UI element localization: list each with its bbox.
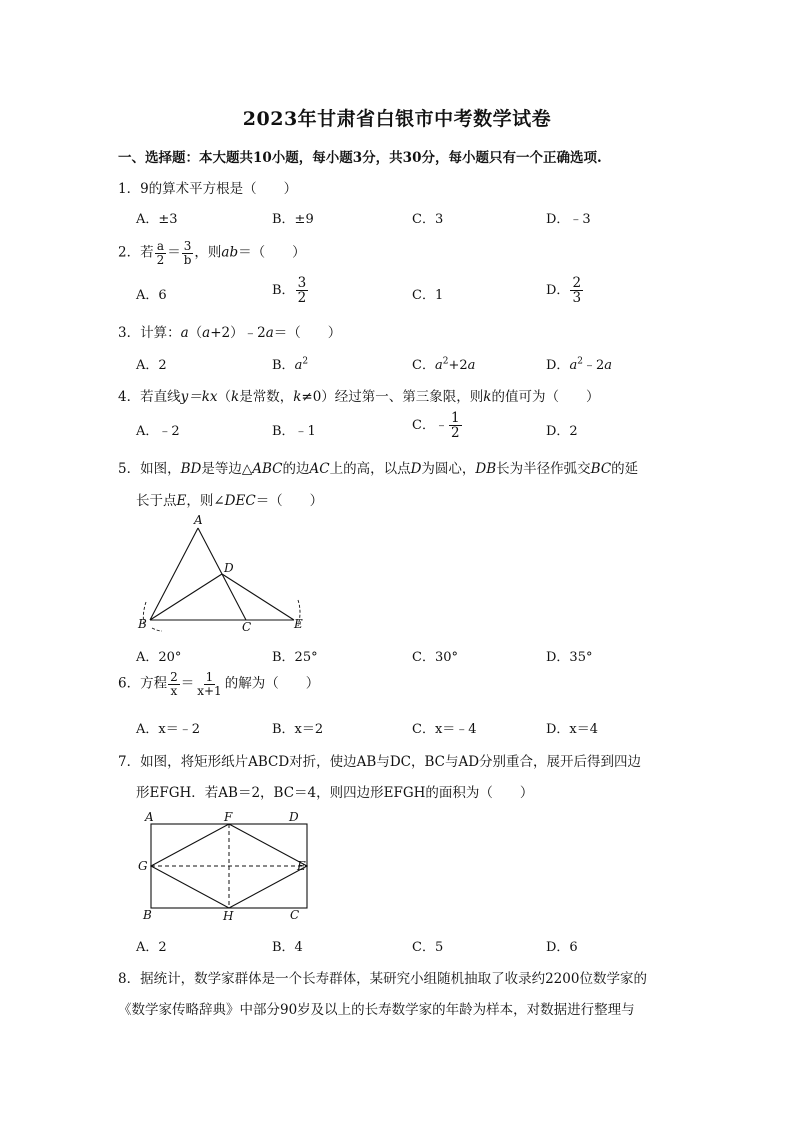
- q5-option-d: D．35°: [546, 650, 593, 665]
- q2-option-c: C．1: [412, 288, 444, 303]
- label-b: B: [143, 908, 152, 922]
- q2-option-a: A．6: [136, 288, 167, 303]
- q5-option-b: B．25°: [272, 650, 318, 665]
- label-g: G: [138, 859, 148, 873]
- question-8-line-1: 8．据统计，数学家群体是一个长寿群体，某研究小组随机抽取了收录约2200位数学家的: [118, 971, 647, 987]
- question-7-line-2: 形EFGH．若AB＝2，BC＝4，则四边形EFGH的面积为（ ）: [136, 785, 534, 801]
- rectangle-figure: [132, 808, 312, 924]
- q6-option-a: A．x＝﹣2: [136, 722, 200, 737]
- label-h: H: [223, 909, 234, 923]
- question-6: 6．方程 $\frac{2}{x}$ ＝ $\frac{1}{x+1}$ 的解为（ ）: [118, 670, 320, 698]
- question-1: 1．9的算术平方根是（ ）: [118, 181, 298, 197]
- arc-mark-b2: [152, 628, 162, 631]
- q5-option-a: A．20°: [136, 650, 182, 665]
- q1-option-c: C．3: [412, 212, 444, 227]
- label-a: A: [145, 810, 154, 824]
- q6-option-b: B．x＝2: [272, 722, 324, 737]
- q4-option-a: A．﹣2: [136, 424, 180, 439]
- label-e: E: [294, 617, 303, 631]
- label-e: E: [297, 859, 306, 873]
- q1-option-d: D．﹣3: [546, 212, 591, 227]
- q5-option-c: C．30°: [412, 650, 458, 665]
- question-5-line-1: 5．如图，BD是等边△ABC的边AC上的高，以点D为圆心，DB长为半径作弧交BC的延: [118, 461, 639, 477]
- segment-bd: [150, 574, 222, 620]
- segment-de: [222, 574, 294, 620]
- question-5-line-2: 长于点E，则∠DEC＝（ ）: [136, 493, 324, 509]
- label-d: D: [289, 810, 299, 824]
- label-f: F: [224, 810, 233, 824]
- q4-option-c: C．﹣ $\frac{1}{2}$: [412, 410, 460, 442]
- question-3: 3．计算：a（a+2）﹣2a＝（ ）: [118, 325, 342, 341]
- q3-option-a: A．2: [136, 358, 167, 373]
- q7-option-b: B．4: [272, 940, 303, 955]
- q3-option-d: D．$a^2﹣2a$: [546, 356, 612, 373]
- fraction-1-over-x-plus-1: $\frac{1}{x+1}$: [197, 670, 222, 698]
- q4-option-b: B．﹣1: [272, 424, 316, 439]
- q1-option-a: A．±3: [136, 212, 178, 227]
- segment-ab: [150, 528, 198, 620]
- section-heading: 一、选择题：本大题共10小题，每小题3分，共30分，每小题只有一个正确选项.: [118, 150, 602, 166]
- fraction-2-over-x: $\frac{2}{x}$: [170, 670, 178, 698]
- fraction-3-over-b: $\frac{3}{b}$: [183, 239, 192, 267]
- fraction-a-over-2: $\frac{a}{2}$: [156, 239, 165, 267]
- q6-option-c: C．x＝﹣4: [412, 722, 477, 737]
- page-title: 2023年甘肃省白银市中考数学试卷: [242, 108, 552, 130]
- question-7-line-1: 7．如图，将矩形纸片ABCD对折，使边AB与DC，BC与AD分别重合，展开后得到四边: [118, 754, 642, 770]
- q7-option-d: D．6: [546, 940, 578, 955]
- label-c: C: [242, 620, 252, 634]
- q3-option-b: B．$a^2$: [272, 356, 309, 373]
- q3-option-c: C．$a^2+2a$: [412, 356, 476, 373]
- label-a: A: [194, 513, 203, 527]
- q1-option-b: B．±9: [272, 212, 314, 227]
- label-d: D: [224, 561, 234, 575]
- q2-option-d: D． $\frac{2}{3}$: [546, 275, 582, 307]
- label-b: B: [138, 617, 147, 631]
- question-2: 2．若 $\frac{a}{2}$ ＝ $\frac{3}{b}$ ，则ab＝（ ）: [118, 239, 306, 267]
- q6-option-d: D．x＝4: [546, 722, 599, 737]
- triangle-figure: [130, 512, 310, 636]
- label-c: C: [290, 908, 300, 922]
- q2-option-b: B． $\frac{3}{2}$: [272, 275, 307, 307]
- q4-option-d: D．2: [546, 424, 578, 439]
- question-8-line-2: 《数学家传略辞典》中部分90岁及以上的长寿数学家的年龄为样本，对数据进行整理与: [118, 1002, 635, 1018]
- q7-option-a: A．2: [136, 940, 167, 955]
- question-4: 4．若直线y＝kx（k是常数，k≠0）经过第一、第三象限，则k的值可为（ ）: [118, 389, 600, 405]
- q7-option-c: C．5: [412, 940, 444, 955]
